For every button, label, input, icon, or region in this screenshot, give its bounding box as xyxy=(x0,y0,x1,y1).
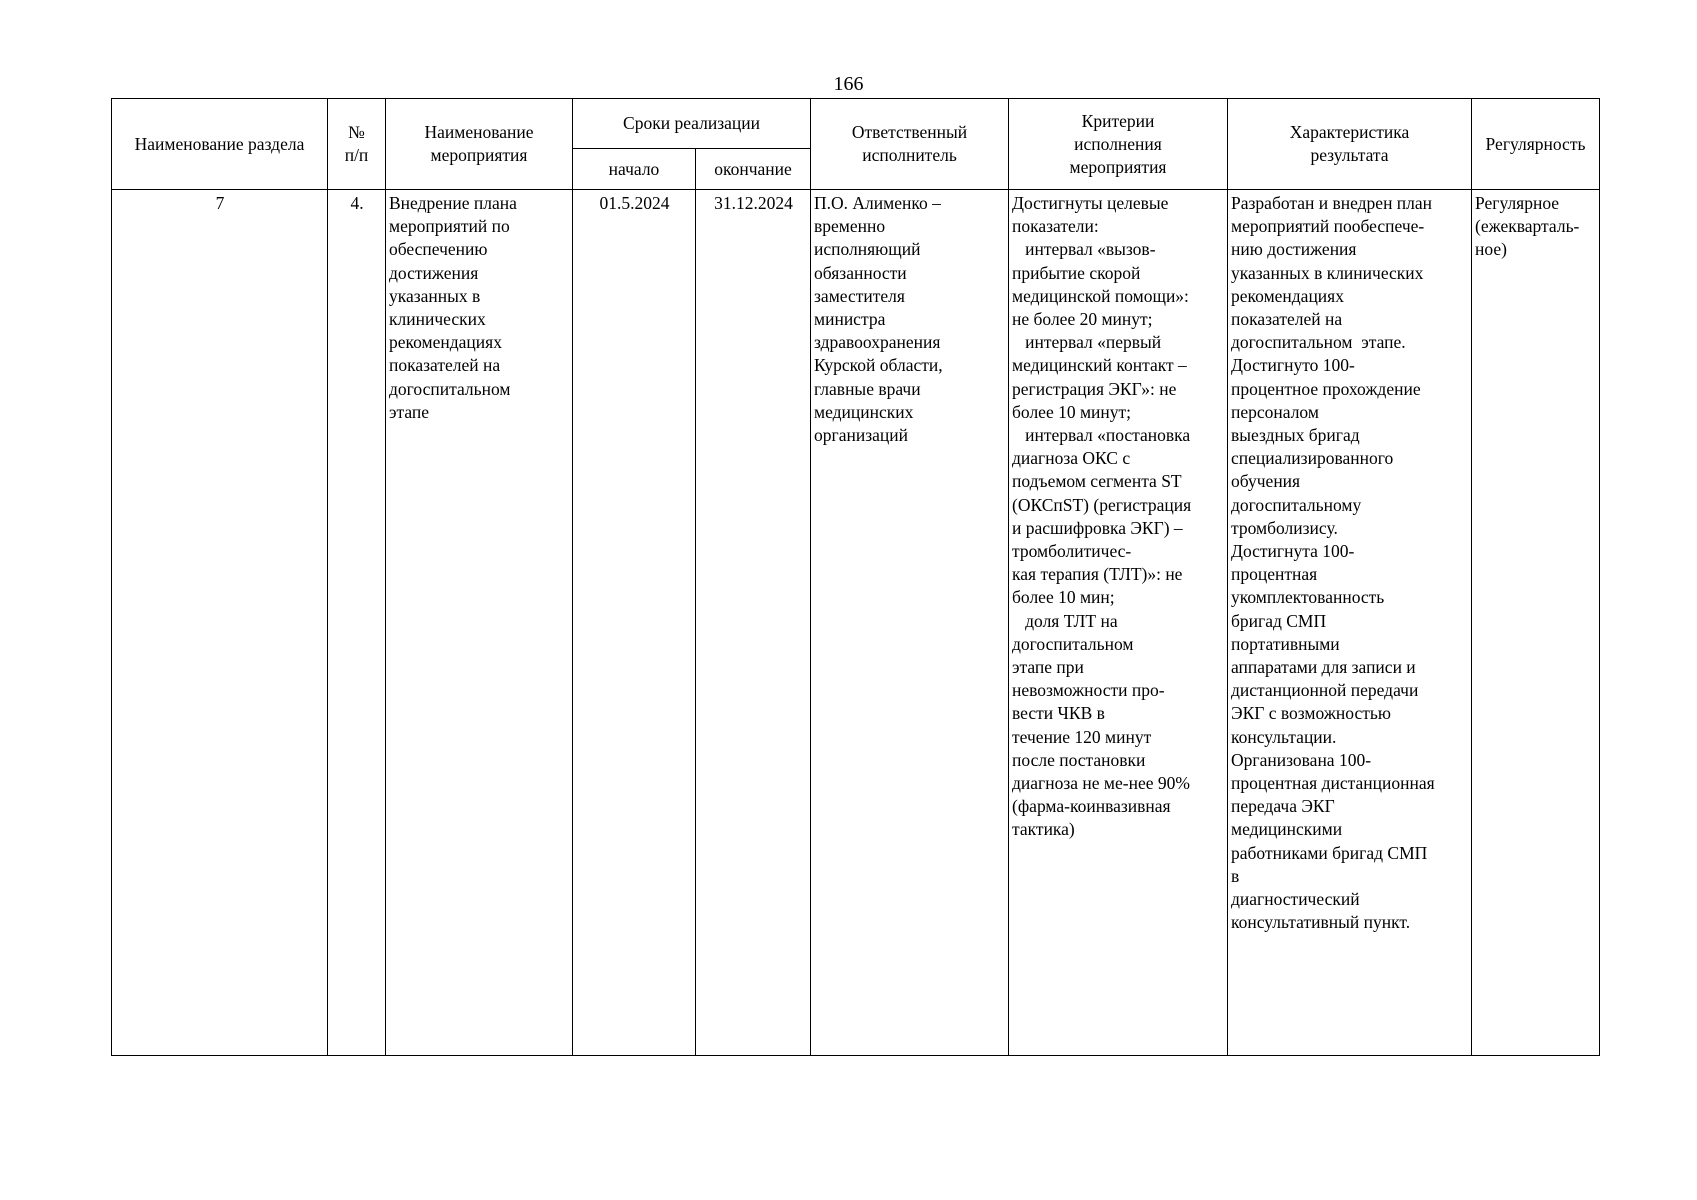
header-responsible xyxy=(811,99,1009,190)
text-line: кая терапия (ТЛТ)»: не xyxy=(1012,564,1183,585)
text-line: показатели: xyxy=(1012,216,1099,237)
text-line: догоспитальном xyxy=(389,378,511,399)
text-line: исполнения xyxy=(1074,133,1162,154)
cell-activity xyxy=(386,190,573,1056)
text-line: результата xyxy=(1310,145,1389,165)
header-implementation-terms: Сроки реализации xyxy=(573,99,811,149)
text-line: (фарма-коинвазивная xyxy=(1012,796,1171,817)
header-criteria xyxy=(1009,99,1228,190)
text-line: консультации. xyxy=(1231,726,1337,747)
text-line: интервал «первый xyxy=(1012,332,1162,353)
text-line: бригад СМП xyxy=(1231,610,1327,631)
text-line: невозможности про- xyxy=(1012,680,1165,701)
cell-section: 7 xyxy=(112,190,328,1056)
header-start: начало xyxy=(573,149,696,190)
text-line: п/п xyxy=(344,145,369,165)
text-line: заместителя xyxy=(814,285,905,306)
text-line: показателей на xyxy=(389,355,501,376)
text-line: аппаратами для записи и xyxy=(1231,657,1416,678)
text-line: процентная дистанционная xyxy=(1231,773,1435,794)
text-line: клинических xyxy=(389,309,486,330)
header-section-name: Наименование раздела xyxy=(112,99,328,190)
text-line: рекомендациях xyxy=(389,332,502,353)
page-number: 166 xyxy=(833,73,864,95)
text-line: медицинскими xyxy=(1231,819,1343,840)
text-line: портативными xyxy=(1231,633,1340,654)
text-line: после постановки xyxy=(1012,749,1146,770)
text-line: в xyxy=(1231,865,1240,886)
text-line: передача ЭКГ xyxy=(1231,796,1335,817)
text-line: диагностический xyxy=(1231,889,1360,910)
cell-start-date: 01.5.2024 xyxy=(573,190,696,1056)
text-line: более 10 минут; xyxy=(1012,401,1132,422)
text-line: персоналом xyxy=(1231,401,1319,422)
text-line: этапе xyxy=(389,401,430,422)
text-line: Достигнуты целевые xyxy=(1012,193,1169,213)
text-line: Организована 100- xyxy=(1231,749,1372,770)
text-line: мероприятия xyxy=(1069,156,1167,177)
cell-result xyxy=(1228,190,1472,1056)
text-line: медицинской помощи»: xyxy=(1012,285,1189,306)
text-line: Достигнута 100- xyxy=(1231,541,1355,562)
text-line: процентное прохождение xyxy=(1231,378,1421,399)
text-line: здравоохранения xyxy=(814,332,941,353)
header-activity-name xyxy=(386,99,573,190)
text-line: подъемом сегмента ST xyxy=(1012,471,1182,492)
text-line: выездных бригад xyxy=(1231,425,1360,446)
text-line: Ответственный xyxy=(851,122,968,142)
text-line: Наименование xyxy=(424,122,534,142)
header-end: окончание xyxy=(696,149,811,190)
text-line: организаций xyxy=(814,425,908,446)
text-line: доля ТЛТ на xyxy=(1012,610,1118,631)
text-line: Курской области, xyxy=(814,355,943,376)
text-line: догоспитальном этапе. xyxy=(1231,332,1406,353)
text-line: № xyxy=(348,122,365,142)
cell-criteria xyxy=(1009,190,1228,1056)
text-line: рекомендациях xyxy=(1231,285,1344,306)
header-result xyxy=(1228,99,1472,190)
text-line: дистанционной передачи xyxy=(1231,680,1419,701)
table-row xyxy=(112,190,1600,1056)
text-line: мероприятия xyxy=(430,145,528,165)
cell-regularity xyxy=(1472,190,1600,1056)
text-line: прибытие скорой xyxy=(1012,262,1141,283)
text-line: мероприятий по xyxy=(389,216,510,237)
text-line: министра xyxy=(814,309,886,330)
text-line: нию достижения xyxy=(1231,239,1357,260)
header-number xyxy=(328,99,386,190)
text-line: ное) xyxy=(1475,239,1507,260)
text-line: обязанности xyxy=(814,262,907,283)
text-line: исполняющий xyxy=(814,239,921,260)
text-line: тактика) xyxy=(1012,819,1075,840)
text-line: диагноза не ме-нее 90% xyxy=(1012,773,1190,794)
text-line: консультативный пункт. xyxy=(1231,912,1411,933)
cell-number: 4. xyxy=(328,190,386,1056)
text-line: Характеристика xyxy=(1289,122,1410,142)
text-line: не более 20 минут; xyxy=(1012,309,1153,330)
text-line: тромболизису. xyxy=(1231,517,1338,538)
text-line: диагноза ОКС с xyxy=(1012,448,1131,469)
text-line: временно xyxy=(814,216,886,237)
text-line: главные врачи xyxy=(814,378,921,399)
cell-responsible xyxy=(811,190,1009,1056)
text-line: указанных в клинических xyxy=(1231,262,1424,283)
text-line: интервал «постановка xyxy=(1012,425,1191,446)
text-line: обеспечению xyxy=(389,239,488,260)
text-line: Критерии xyxy=(1081,110,1155,131)
text-line: Разработан и внедрен план xyxy=(1231,193,1433,213)
text-line: Внедрение плана xyxy=(389,193,517,213)
text-line: ЭКГ с возможностью xyxy=(1231,703,1391,724)
activity-plan-table xyxy=(111,98,1600,1056)
text-line: медицинский контакт – xyxy=(1012,355,1187,376)
text-line: течение 120 минут xyxy=(1012,726,1152,747)
text-line: (ОКСпST) (регистрация xyxy=(1012,494,1192,515)
text-line: обучения xyxy=(1231,471,1301,492)
text-line: интервал «вызов- xyxy=(1012,239,1156,260)
text-line: указанных в xyxy=(389,285,481,306)
text-line: (ежекварталь- xyxy=(1475,216,1580,237)
text-line: Регулярное xyxy=(1475,193,1560,213)
header-regularity: Регулярность xyxy=(1472,99,1600,190)
text-line: Достигнуто 100- xyxy=(1231,355,1355,376)
text-line: процентная xyxy=(1231,564,1318,585)
text-line: тромболитичес- xyxy=(1012,541,1132,562)
text-line: вести ЧКВ в xyxy=(1012,703,1105,724)
text-line: этапе при xyxy=(1012,657,1084,678)
text-line: укомплектованность xyxy=(1231,587,1385,608)
text-line: П.О. Алименко – xyxy=(814,193,941,213)
text-line: достижения xyxy=(389,262,479,283)
cell-end-date: 31.12.2024 xyxy=(696,190,811,1056)
text-line: показателей на xyxy=(1231,309,1343,330)
text-line: специализированного xyxy=(1231,448,1394,469)
text-line: более 10 мин; xyxy=(1012,587,1115,608)
text-line: и расшифровка ЭКГ) – xyxy=(1012,517,1183,538)
text-line: мероприятий пообеспече- xyxy=(1231,216,1425,237)
text-line: работниками бригад СМП xyxy=(1231,842,1428,863)
text-line: исполнитель xyxy=(862,145,957,165)
text-line: догоспитальному xyxy=(1231,494,1362,515)
text-line: догоспитальном xyxy=(1012,633,1134,654)
text-line: регистрация ЭКГ»: не xyxy=(1012,378,1177,399)
text-line: медицинских xyxy=(814,401,914,422)
